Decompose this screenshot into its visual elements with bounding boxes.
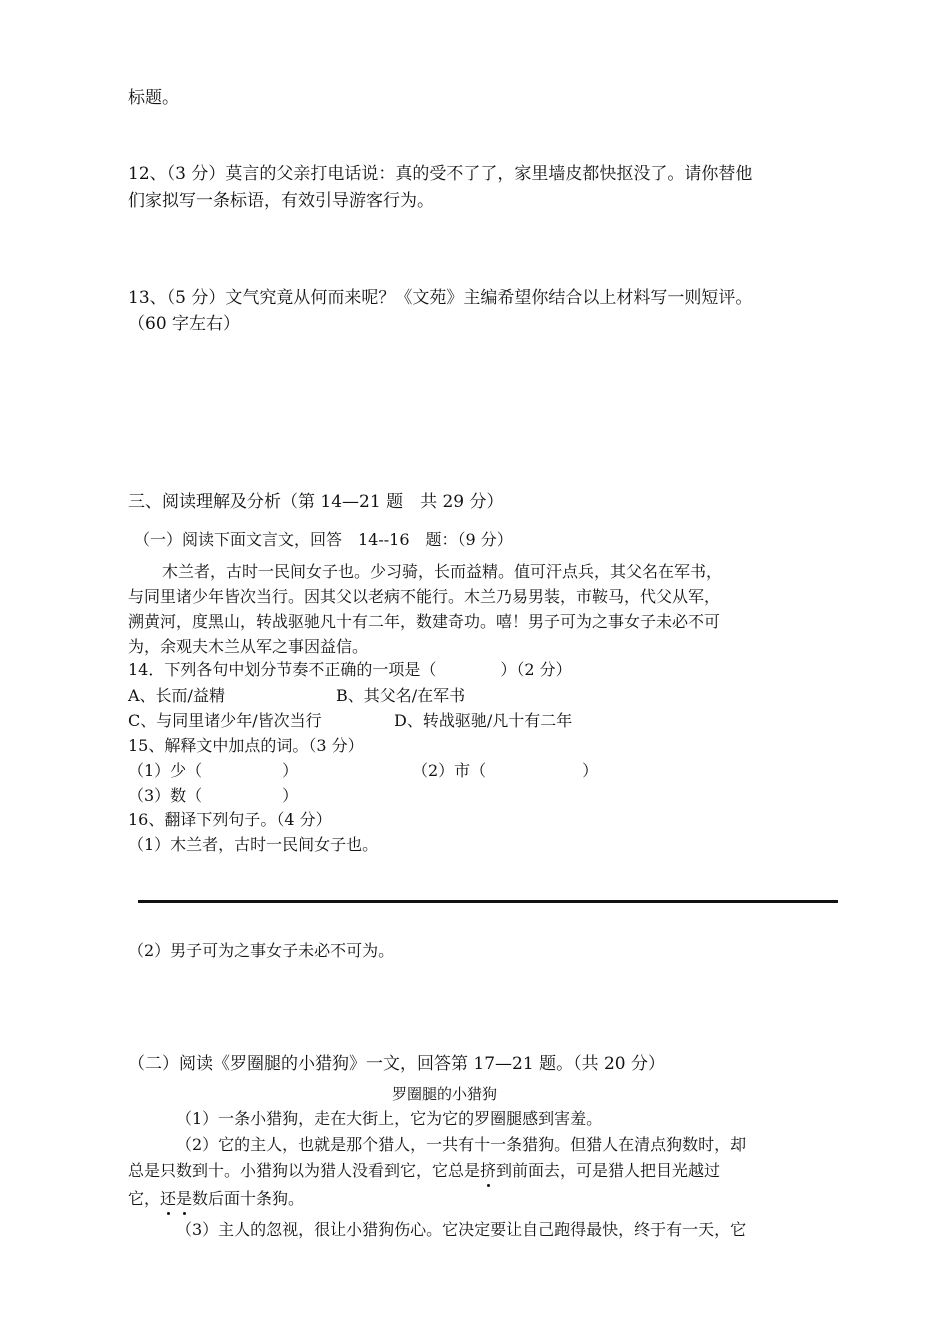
dotted-word-ji: 挤 bbox=[480, 1161, 497, 1180]
option-c: C、与同里诸少年/皆次当行 bbox=[128, 711, 322, 730]
question-13-line-1: 13、（5 分）文气究竟从何而来呢？《文苑》主编希望你结合以上材料写一则短评。 bbox=[128, 288, 753, 308]
question-15-item-2: （2）市（ ） bbox=[412, 761, 599, 780]
dotted-word-hai: 还 bbox=[160, 1189, 177, 1208]
question-16: 16、翻译下列句子。（4 分） bbox=[128, 810, 332, 829]
line-segment: 数后面十条狗。 bbox=[192, 1189, 305, 1208]
section-3-heading: 三、阅读理解及分析（第 14—21 题 共 29 分） bbox=[128, 492, 504, 512]
line-segment: 到前面去，可是猎人把目光越过 bbox=[496, 1161, 721, 1180]
classical-passage-line-2: 与同里诸少年皆次当行。因其父以老病不能行。木兰乃易男装，市鞍马，代父从军， bbox=[128, 587, 721, 606]
answer-line bbox=[138, 900, 838, 903]
question-13-line-2: （60 字左右） bbox=[128, 314, 241, 334]
option-b: B、其父名/在军书 bbox=[336, 686, 466, 705]
line-segment: 它， bbox=[128, 1189, 161, 1208]
question-14: 14．下列各句中划分节奏不正确的一项是（ ）（2 分） bbox=[128, 660, 572, 679]
article-title: 罗圈腿的小猎狗 bbox=[392, 1085, 498, 1103]
classical-passage-line-3: 溯黄河，度黑山，转战驱驰凡十有二年，数建奇功。嘻！男子可为之事女子未必不可 bbox=[128, 612, 721, 631]
dotted-word-shi: 是 bbox=[176, 1189, 193, 1208]
question-12-line-2: 们家拟写一条标语，有效引导游客行为。 bbox=[128, 191, 434, 211]
line-segment: 总是只数到十。小猎狗以为猎人没看到它，它总是 bbox=[128, 1161, 481, 1180]
article-paragraph-2-line-2 bbox=[128, 1163, 720, 1179]
article-paragraph-1: （1）一条小猎狗，走在大街上，它为它的罗圈腿感到害羞。 bbox=[176, 1109, 603, 1128]
question-16-item-2: （2）男子可为之事女子未必不可为。 bbox=[128, 941, 395, 960]
article-paragraph-2-line-3 bbox=[128, 1191, 304, 1207]
article-paragraph-2-line-1: （2）它的主人，也就是那个猎人，一共有十一条猎狗。但猎人在清点狗数时，却 bbox=[176, 1135, 747, 1154]
part-2-heading: （二）阅读《罗圈腿的小猎狗》一文，回答第 17—21 题。（共 20 分） bbox=[128, 1054, 666, 1074]
classical-passage-line-1: 木兰者，古时一民间女子也。少习骑，长而益精。值可汗点兵，其父名在军书， bbox=[162, 562, 723, 581]
question-15-item-3: （3）数（ ） bbox=[128, 786, 299, 805]
option-d: D、转战驱驰/凡十有二年 bbox=[394, 711, 573, 730]
question-12-line-1: 12、（3 分）莫言的父亲打电话说：真的受不了了，家里墙皮都快抠没了。请你替他 bbox=[128, 164, 753, 184]
option-a: A、长而/益精 bbox=[128, 686, 225, 705]
text-line-1: 标题。 bbox=[128, 88, 179, 108]
part-1-heading: （一）阅读下面文言文，回答 14--16 题：（9 分） bbox=[134, 530, 513, 549]
question-15: 15、解释文中加点的词。（3 分） bbox=[128, 736, 364, 755]
question-16-item-1: （1）木兰者，古时一民间女子也。 bbox=[128, 835, 379, 854]
article-paragraph-3-line-1: （3）主人的忽视，很让小猎狗伤心。它决定要让自己跑得最快，终于有一天，它 bbox=[176, 1220, 747, 1239]
question-15-item-1: （1）少（ ） bbox=[128, 761, 299, 780]
classical-passage-line-4: 为，余观夫木兰从军之事因益信。 bbox=[128, 637, 369, 656]
